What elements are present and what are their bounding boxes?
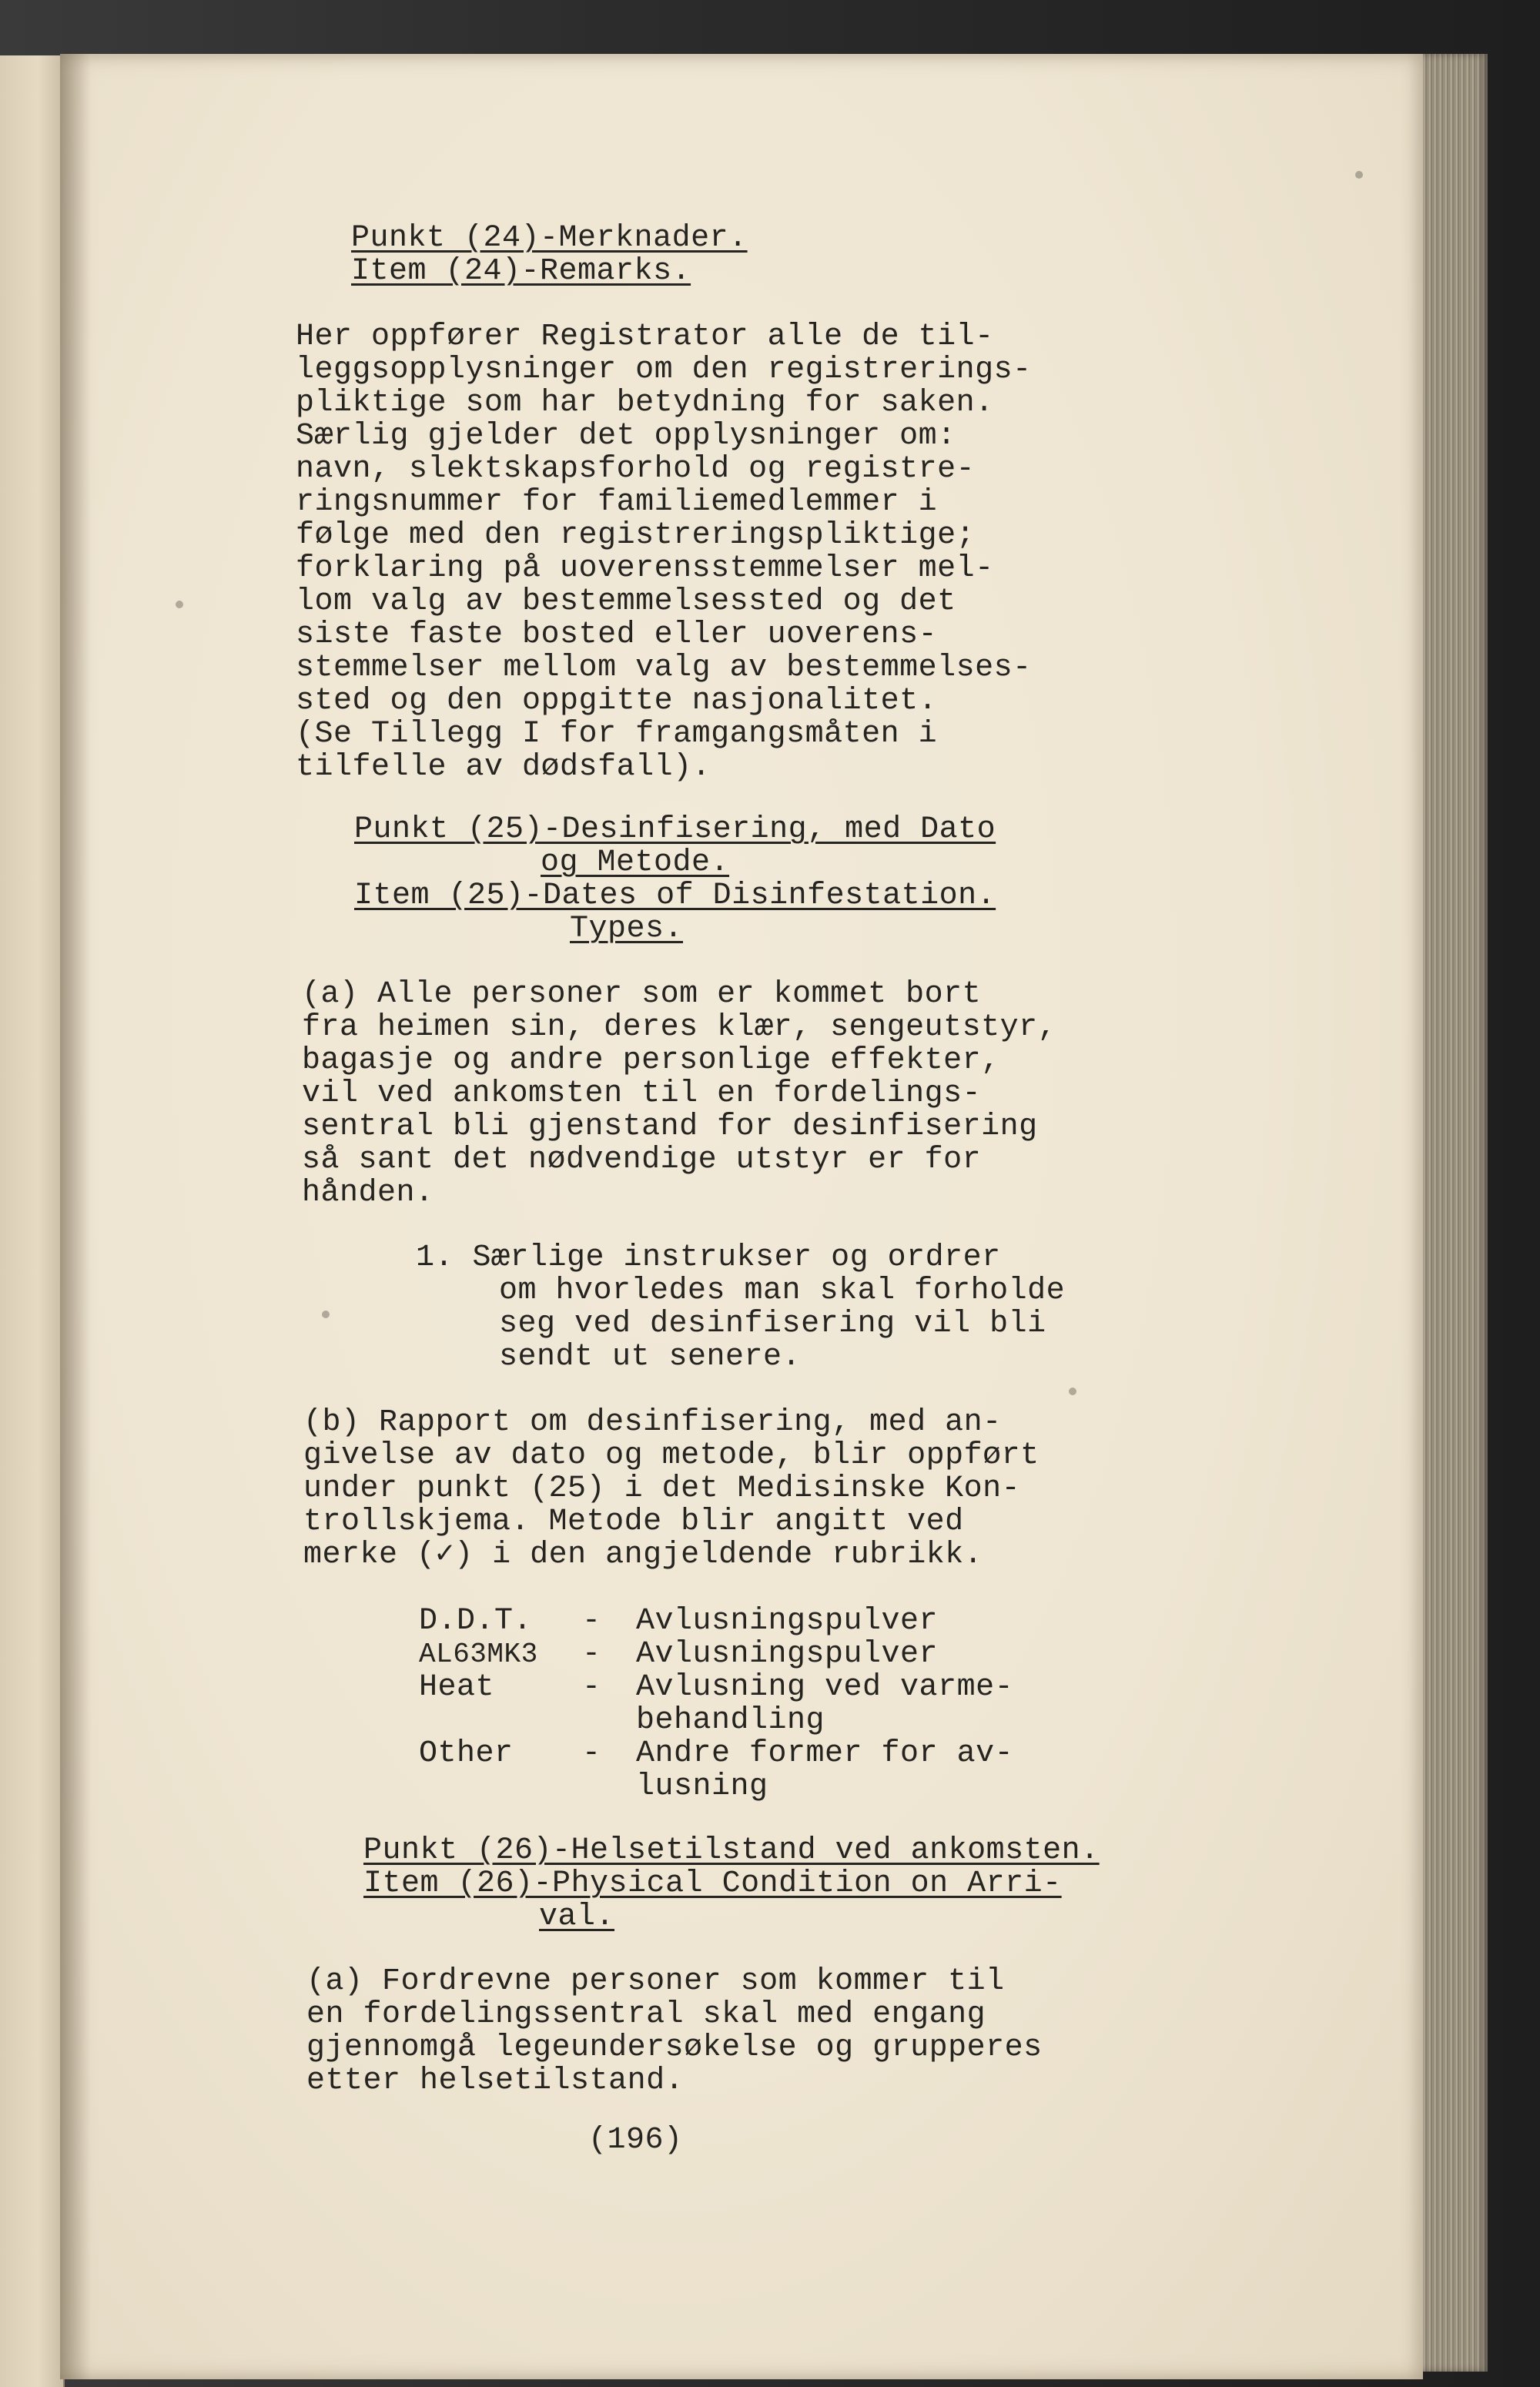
item25-heading-no-1: Punkt (25)-Desinfisering, med Dato [354,812,996,847]
method-dash: - [582,1637,601,1672]
item24-heading-no: Punkt (24)-Merknader. [351,221,748,256]
text-line: sted og den oppgitte nasjonalitet. [296,684,938,718]
text-line: om hvorledes man skal forholde [499,1274,1066,1308]
item24-heading-en: Item (24)-Remarks. [351,254,691,289]
text-line: under punkt (25) i det Medisinske Kon- [303,1471,1021,1506]
text-line: så sant det nødvendige utstyr er for [302,1143,982,1177]
method-desc: lusning [636,1769,768,1804]
text-line: Her oppfører Registrator alle de til- [296,320,994,354]
text-line: merke (✓) i den angjeldende rubrikk. [303,1538,983,1572]
method-desc: behandling [636,1703,825,1738]
text-line: Særlig gjelder det opplysninger om: [296,419,956,454]
method-dash: - [582,1670,601,1705]
method-desc: Andre former for av- [636,1736,1014,1771]
text-line: leggsopplysninger om den registrerings- [296,353,1032,387]
text-line: fra heimen sin, deres klær, sengeutstyr, [302,1010,1057,1045]
text-line: etter helsetilstand. [306,2064,685,2098]
method-code: Heat [419,1670,495,1705]
item25-heading-no-2: og Metode. [541,845,730,880]
page-number: (196) [588,2123,683,2158]
text-line: 1. Særlige instrukser og ordrer [416,1240,1001,1275]
text-line: (Se Tillegg I for framgangsmåten i [296,717,938,752]
method-desc: Avlusningspulver [636,1637,939,1672]
text-line: lom valg av bestemmelsessted og det [296,584,956,619]
text-line: sendt ut senere. [499,1340,802,1374]
method-desc: Avlusning ved varme- [636,1670,1014,1705]
text-line: sentral bli gjenstand for desinfisering [302,1110,1038,1144]
text-line: (a) Alle personer som er kommet bort [302,977,982,1012]
text-line: stemmelser mellom valg av bestemmelses- [296,651,1032,685]
text-line: siste faste bosted eller uoverens- [296,618,938,652]
method-code: Other [419,1736,514,1771]
method-code: D.D.T. [419,1604,533,1639]
item26-heading-en-1: Item (26)-Physical Condition on Arri- [363,1866,1062,1901]
text-line: en fordelingssentral skal med engang [306,1997,986,2032]
scan-speck [176,601,183,608]
text-line: (b) Rapport om desinfisering, med an- [303,1405,1002,1440]
text-line: seg ved desinfisering vil bli [499,1307,1046,1341]
item25-heading-en-1: Item (25)-Dates of Disinfestation. [354,879,996,913]
method-code: AL63MK3 [419,1639,538,1670]
scan-speck [322,1311,330,1318]
text-line: pliktige som har betydning for saken. [296,386,994,420]
item26-heading-en-2: val. [539,1900,615,1934]
text-line: givelse av dato og metode, blir oppført [303,1438,1040,1473]
method-dash: - [582,1736,601,1771]
text-line: ringsnummer for familiemedlemmer i [296,485,938,520]
text-line: hånden. [302,1176,434,1210]
text-line: vil ved ankomsten til en fordelings- [302,1076,982,1111]
text-line: gjennomgå legeundersøkelse og grupperes [306,2030,1043,2065]
text-line: følge med den registreringspliktige; [296,518,976,553]
text-line: navn, slektskapsforhold og registre- [296,452,976,487]
text-line: bagasje og andre personlige effekter, [302,1043,1000,1078]
item26-heading-no: Punkt (26)-Helsetilstand ved ankomsten. [363,1833,1100,1868]
scan-speck [1355,171,1363,179]
item25-heading-en-2: Types. [570,912,684,946]
scan-speck [1069,1388,1076,1395]
text-line: (a) Fordrevne personer som kommer til [306,1964,1005,1999]
text-line: forklaring på uoverensstemmelser mel- [296,551,994,586]
method-dash: - [582,1604,601,1639]
text-line: trollskjema. Metode blir angitt ved [303,1505,964,1539]
text-line: tilfelle av dødsfall). [296,750,711,785]
method-desc: Avlusningspulver [636,1604,939,1639]
